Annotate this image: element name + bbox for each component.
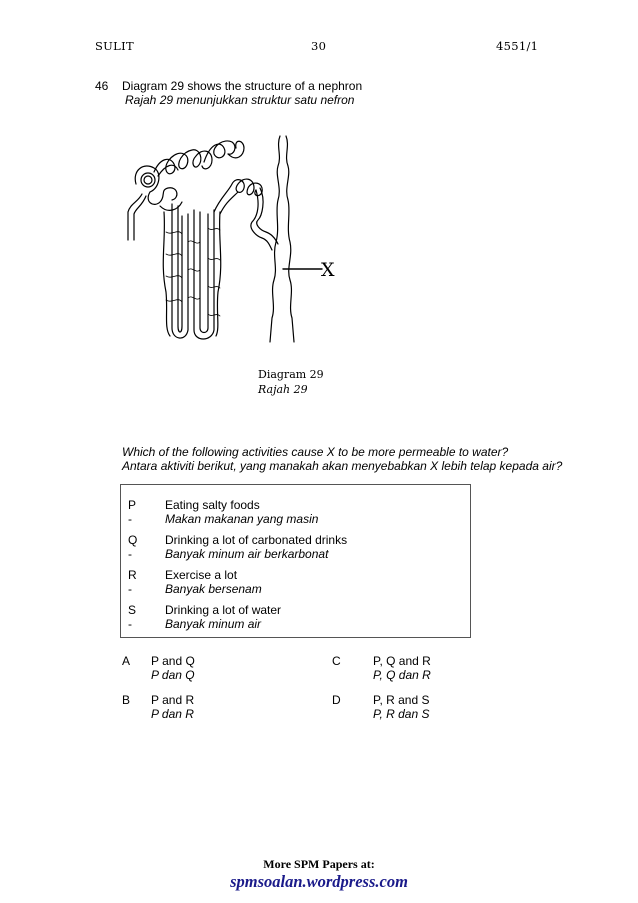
answer-d-text[interactable]: P, R and S	[373, 693, 430, 707]
header-right: 4551/1	[496, 39, 539, 53]
answer-letter-d[interactable]: D	[332, 693, 341, 707]
question-stem: Diagram 29 shows the structure of a nephron	[122, 79, 363, 93]
answer-a-text[interactable]: P and Q	[151, 654, 195, 668]
nephron-diagram	[120, 132, 350, 347]
answer-b-text-malay: P dan R	[151, 707, 194, 721]
option-text-malay: Banyak bersenam	[165, 582, 262, 596]
diagram-caption-malay: Rajah 29	[258, 383, 308, 396]
answer-b-text[interactable]: P and R	[151, 693, 195, 707]
answer-c-text[interactable]: P, Q and R	[373, 654, 431, 668]
option-text: Drinking a lot of water	[165, 603, 282, 617]
footer-note: More SPM Papers at:	[263, 857, 375, 871]
option-letter: S -	[128, 603, 137, 631]
question-number: 46	[95, 79, 109, 93]
question-stem-malay: Rajah 29 menunjukkan struktur satu nefron	[125, 93, 355, 107]
option-text-malay: Banyak minum air berkarbonat	[165, 547, 329, 561]
question-prompt-malay: Antara aktiviti berikut, yang manakah akan menyebabkan X lebih telap kepada air?	[122, 459, 563, 473]
label-x: X	[321, 259, 335, 281]
question-prompt: Which of the following activities cause X to be more permeable to water?	[122, 445, 509, 459]
option-text: Eating salty foods	[165, 498, 260, 512]
glomerulus	[141, 173, 155, 187]
answer-letter-b[interactable]: B	[122, 693, 131, 707]
answer-a-text-malay: P dan Q	[151, 668, 195, 682]
answer-d-text-malay: P, R dan S	[373, 707, 430, 721]
distal-convoluted-tubule	[214, 179, 262, 212]
diagram-caption: Diagram 29	[258, 368, 324, 381]
answer-c-text-malay: P, Q dan R	[373, 668, 431, 682]
option-letter: Q -	[128, 533, 138, 561]
option-letter: R -	[128, 568, 137, 596]
header-left: SULIT	[95, 39, 134, 53]
option-text-malay: Makan makanan yang masin	[165, 512, 319, 526]
option-text-malay: Banyak minum air	[165, 617, 262, 631]
footer-link[interactable]: spmsoalan.wordpress.com	[230, 872, 408, 891]
answer-letter-a[interactable]: A	[122, 654, 131, 668]
option-text: Drinking a lot of carbonated drinks	[165, 533, 348, 547]
option-text: Exercise a lot	[165, 568, 238, 582]
answer-letter-c[interactable]: C	[332, 654, 341, 668]
loop-of-henle	[172, 204, 188, 338]
page-number: 30	[311, 39, 327, 53]
option-letter: P -	[128, 498, 136, 526]
